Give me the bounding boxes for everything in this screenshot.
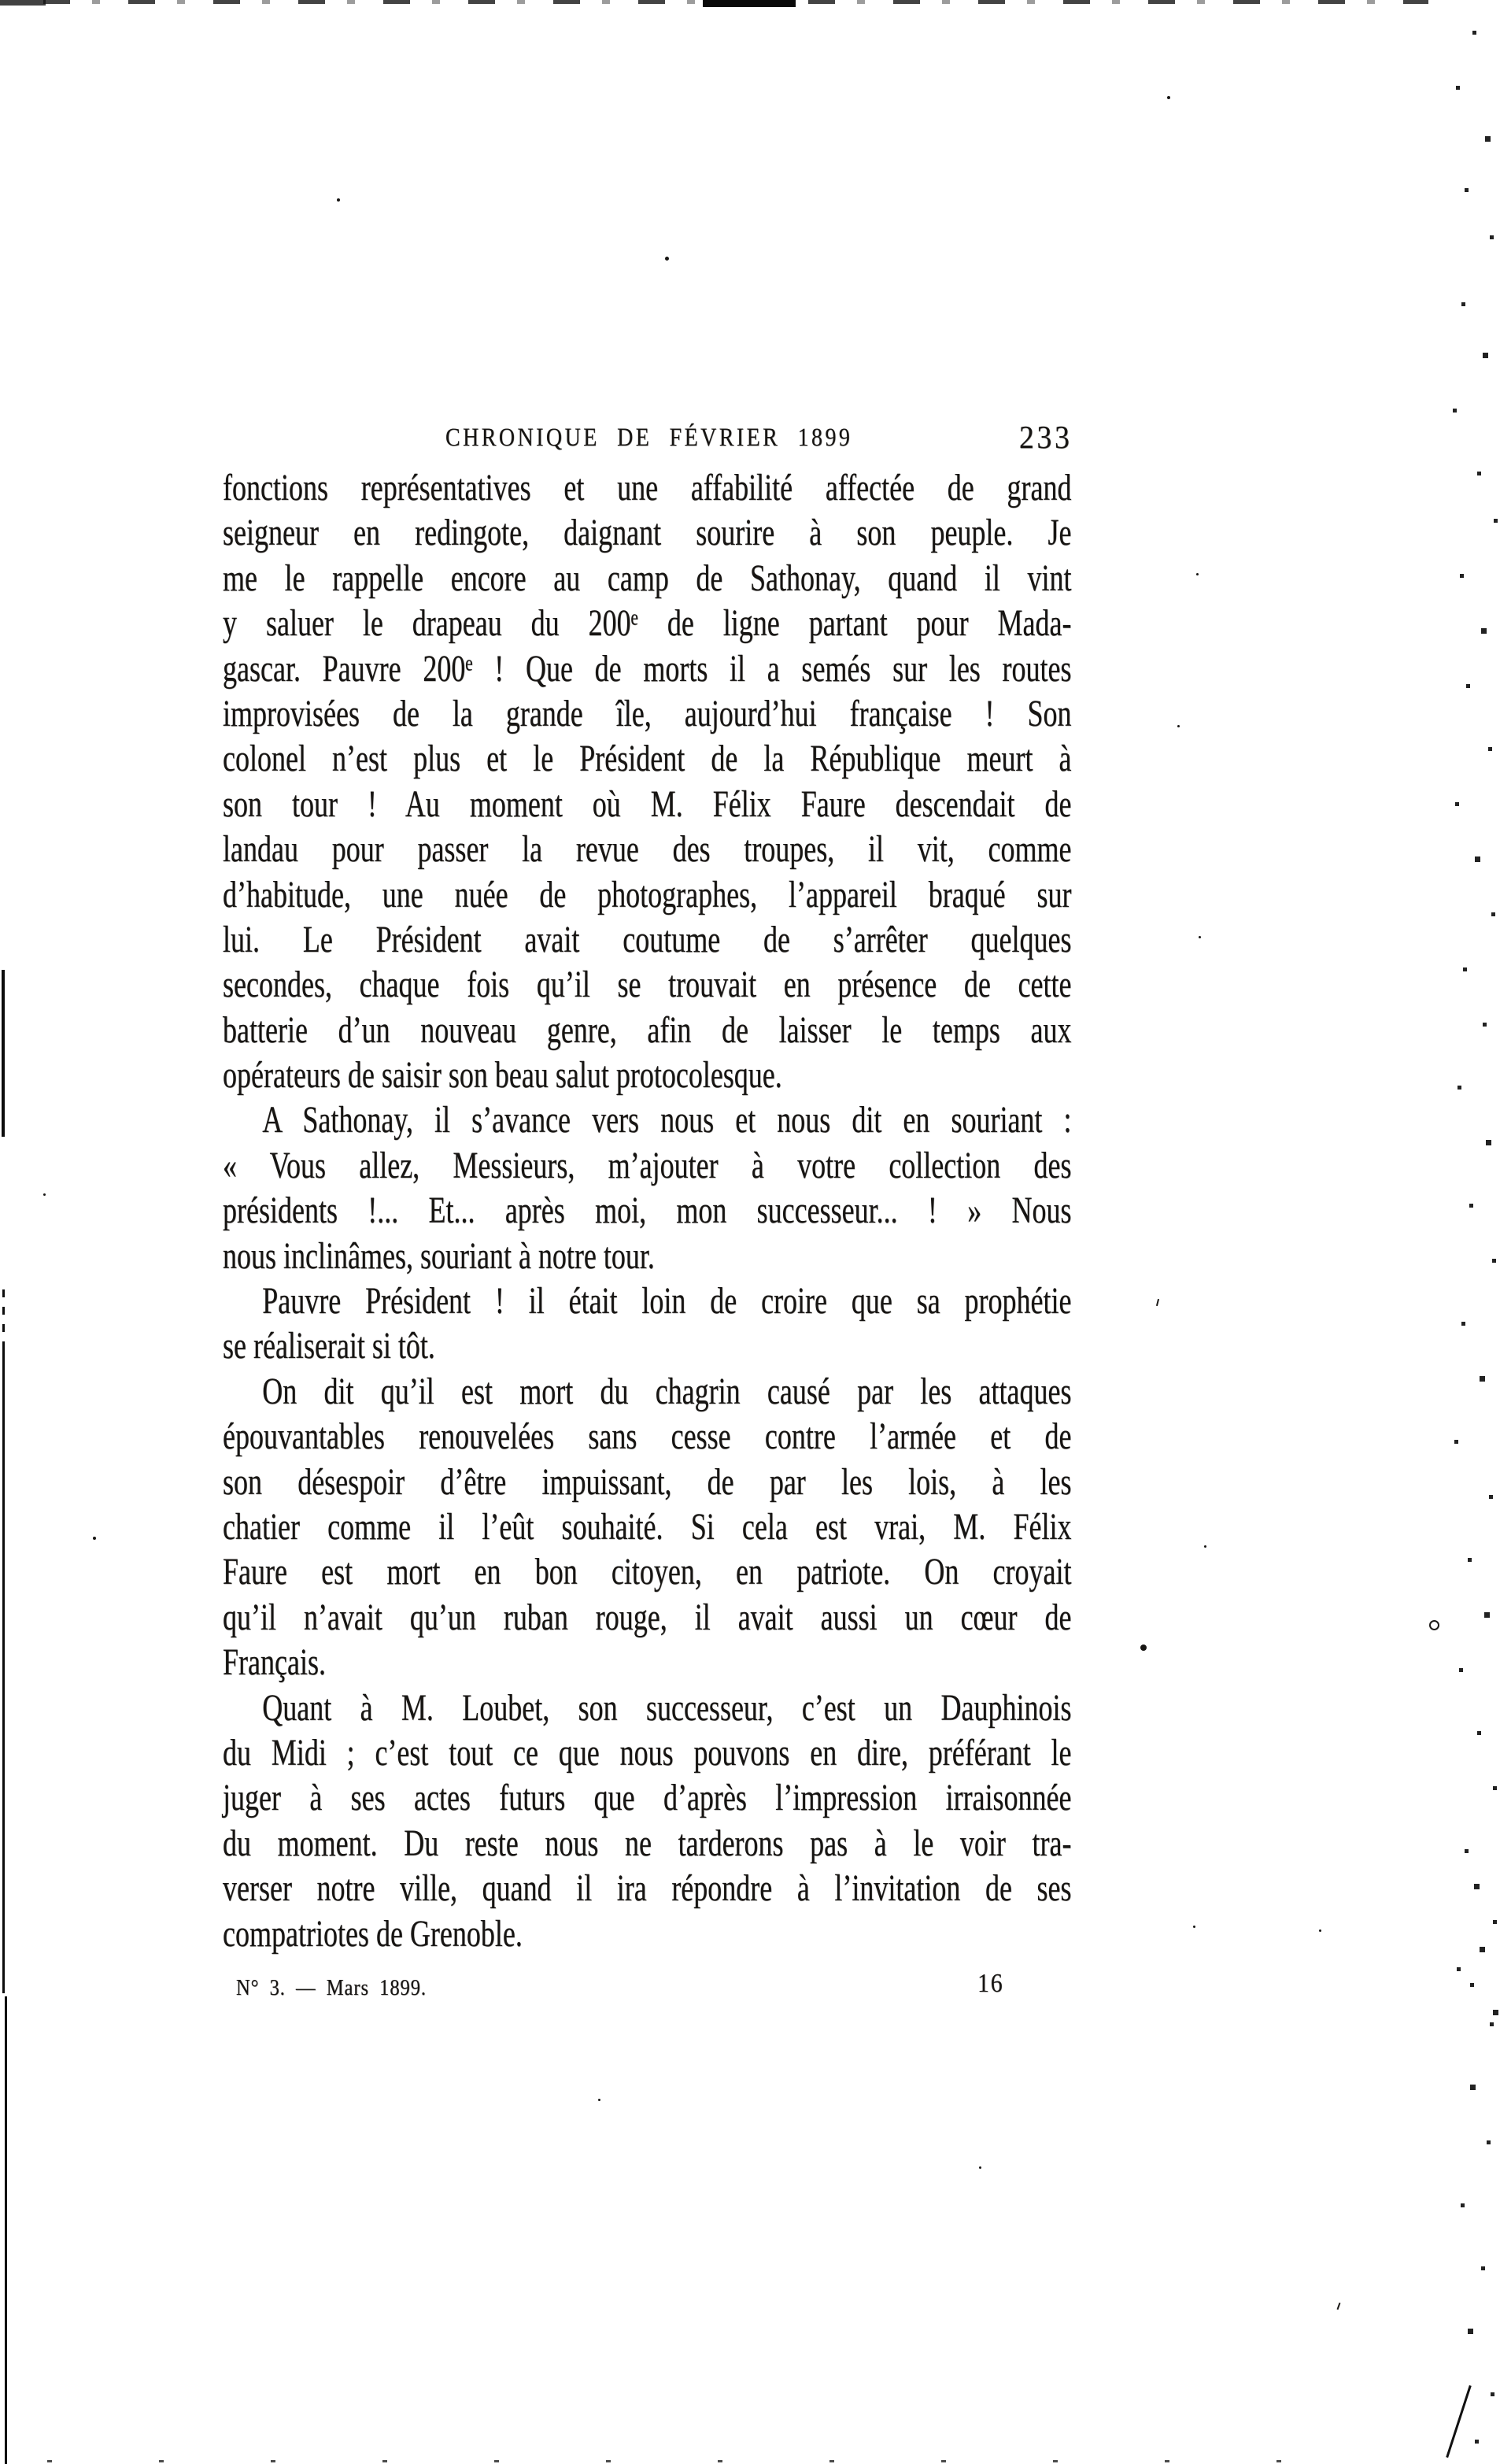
scan-artifact-speck — [337, 198, 340, 202]
text-line: gascar. Pauvre 200ᵉ ! Que de morts il a semés sur les routes — [223, 647, 1072, 690]
text-line: épouvantables renouvelées sans cesse contre l’armée et de — [223, 1415, 1072, 1458]
text-line: secondes, chaque fois qu’il se trouvait en présence de cette — [223, 964, 1072, 1006]
scan-artifact-speck — [1140, 1645, 1147, 1651]
scan-artifact-tick — [1156, 1299, 1159, 1306]
text-line: présidents !... Et... après moi, mon successeur... ! » Nous — [223, 1189, 1072, 1232]
text-line: nous inclinâmes, souriant à notre tour. — [223, 1234, 655, 1277]
text-line: improvisées de la grande île, aujourd’hui française ! Son — [223, 692, 1072, 734]
text-line: me le rappelle encore au camp de Sathonay, quand il vint — [223, 557, 1072, 599]
text-line: « Vous allez, Messieurs, m’ajouter à votre collection des — [223, 1144, 1072, 1186]
text-line: Français. — [223, 1641, 326, 1684]
text-line: Pauvre Président ! il était loin de croire que sa prophétie — [262, 1280, 1072, 1323]
scan-artifact-speck — [1193, 1926, 1195, 1928]
text-line: son désespoir d’être impuissant, de par les lois, à les — [223, 1460, 1072, 1503]
footer-sheet-signature: 16 — [977, 1969, 1004, 1998]
scan-artifact-speck — [665, 257, 669, 261]
scan-artifact-speck — [93, 1537, 96, 1540]
page-number: 233 — [1019, 419, 1073, 455]
text-line: du moment. Du reste nous ne tarderons pas à le voir tra- — [223, 1822, 1072, 1864]
body-text — [223, 465, 1072, 1956]
scan-artifact-top-corner — [0, 0, 46, 6]
scan-artifact-diagonal-mark — [1446, 2385, 1472, 2458]
scan-artifact-speck — [1319, 1929, 1321, 1932]
text-line: Faure est mort en bon citoyen, en patriote. On croyait — [223, 1551, 1072, 1593]
text-line: landau pour passer la revue des troupes, il vit, comme — [223, 828, 1072, 871]
text-line: du Midi ; c’est tout ce que nous pouvons en dire, préférant le — [223, 1731, 1072, 1774]
text-line: d’habitude, une nuée de photographes, l’appareil braqué sur — [223, 873, 1072, 916]
scan-artifact-top-blob — [703, 0, 796, 7]
text-line: A Sathonay, il s’avance vers nous et nous dit en souriant : — [262, 1099, 1072, 1141]
text-line: verser notre ville, quand il ira répondre à l’invitation de ses — [223, 1867, 1072, 1910]
text-line: se réaliserait si tôt. — [223, 1325, 435, 1367]
scan-artifact-speck — [1204, 1545, 1206, 1548]
scan-artifact-speck — [1167, 96, 1170, 99]
text-line: colonel n’est plus et le Président de la République meurt à — [223, 738, 1072, 780]
scan-artifact-right-speckle — [0, 0, 2, 2]
scan-artifact-left-rule — [5, 1996, 7, 2464]
text-line: fonctions représentatives et une affabilité affectée de grand — [223, 467, 1072, 509]
text-line: chatier comme il l’eût souhaité. Si cela est vrai, M. Félix — [223, 1505, 1072, 1548]
scan-artifact-speck — [1199, 936, 1201, 938]
scan-artifact-speck — [43, 1193, 46, 1196]
text-line: lui. Le Président avait coutume de s’arrêter quelques — [223, 918, 1072, 960]
text-line: On dit qu’il est mort du chagrin causé par les attaques — [262, 1370, 1072, 1412]
running-header-title: CHRONIQUE DE FÉVRIER 1899 — [445, 424, 853, 452]
text-line: qu’il n’avait qu’un ruban rouge, il avait aussi un cœur de — [223, 1596, 1072, 1638]
scan-artifact-tick — [1337, 2303, 1341, 2310]
text-line: batterie d’un nouveau genre, afin de laisser le temps aux — [223, 1008, 1072, 1051]
scan-artifact-left-rule — [2, 1289, 5, 1348]
text-line: Quant à M. Loubet, son successeur, c’est un Dauphinois — [262, 1686, 1072, 1729]
scan-artifact-speck — [1177, 725, 1180, 727]
scan-artifact-speck — [979, 2166, 981, 2169]
text-line: compatriotes de Grenoble. — [223, 1912, 523, 1955]
scan-artifact-left-rule — [2, 1348, 5, 1993]
scan-artifact-left-rule — [2, 970, 5, 1137]
text-line: juger à ses actes futurs que d’après l’impression irraisonnée — [223, 1777, 1072, 1819]
footer-issue-label: N° 3. — Mars 1899. — [236, 1976, 427, 2000]
text-line: seigneur en redingote, daignant sourire à son peuple. Je — [223, 512, 1072, 554]
scan-artifact-speck — [598, 2099, 600, 2101]
scan-artifact-speck — [1196, 573, 1199, 575]
text-line: opérateurs de saisir son beau salut protocolesque. — [223, 1054, 782, 1097]
text-line: son tour ! Au moment où M. Félix Faure descendait de — [223, 782, 1072, 825]
scan-artifact-bottom-edge — [47, 2460, 1291, 2462]
text-line: y saluer le drapeau du 200ᵉ de ligne partant pour Mada- — [223, 602, 1072, 645]
scan-artifact-ring — [1429, 1620, 1439, 1630]
